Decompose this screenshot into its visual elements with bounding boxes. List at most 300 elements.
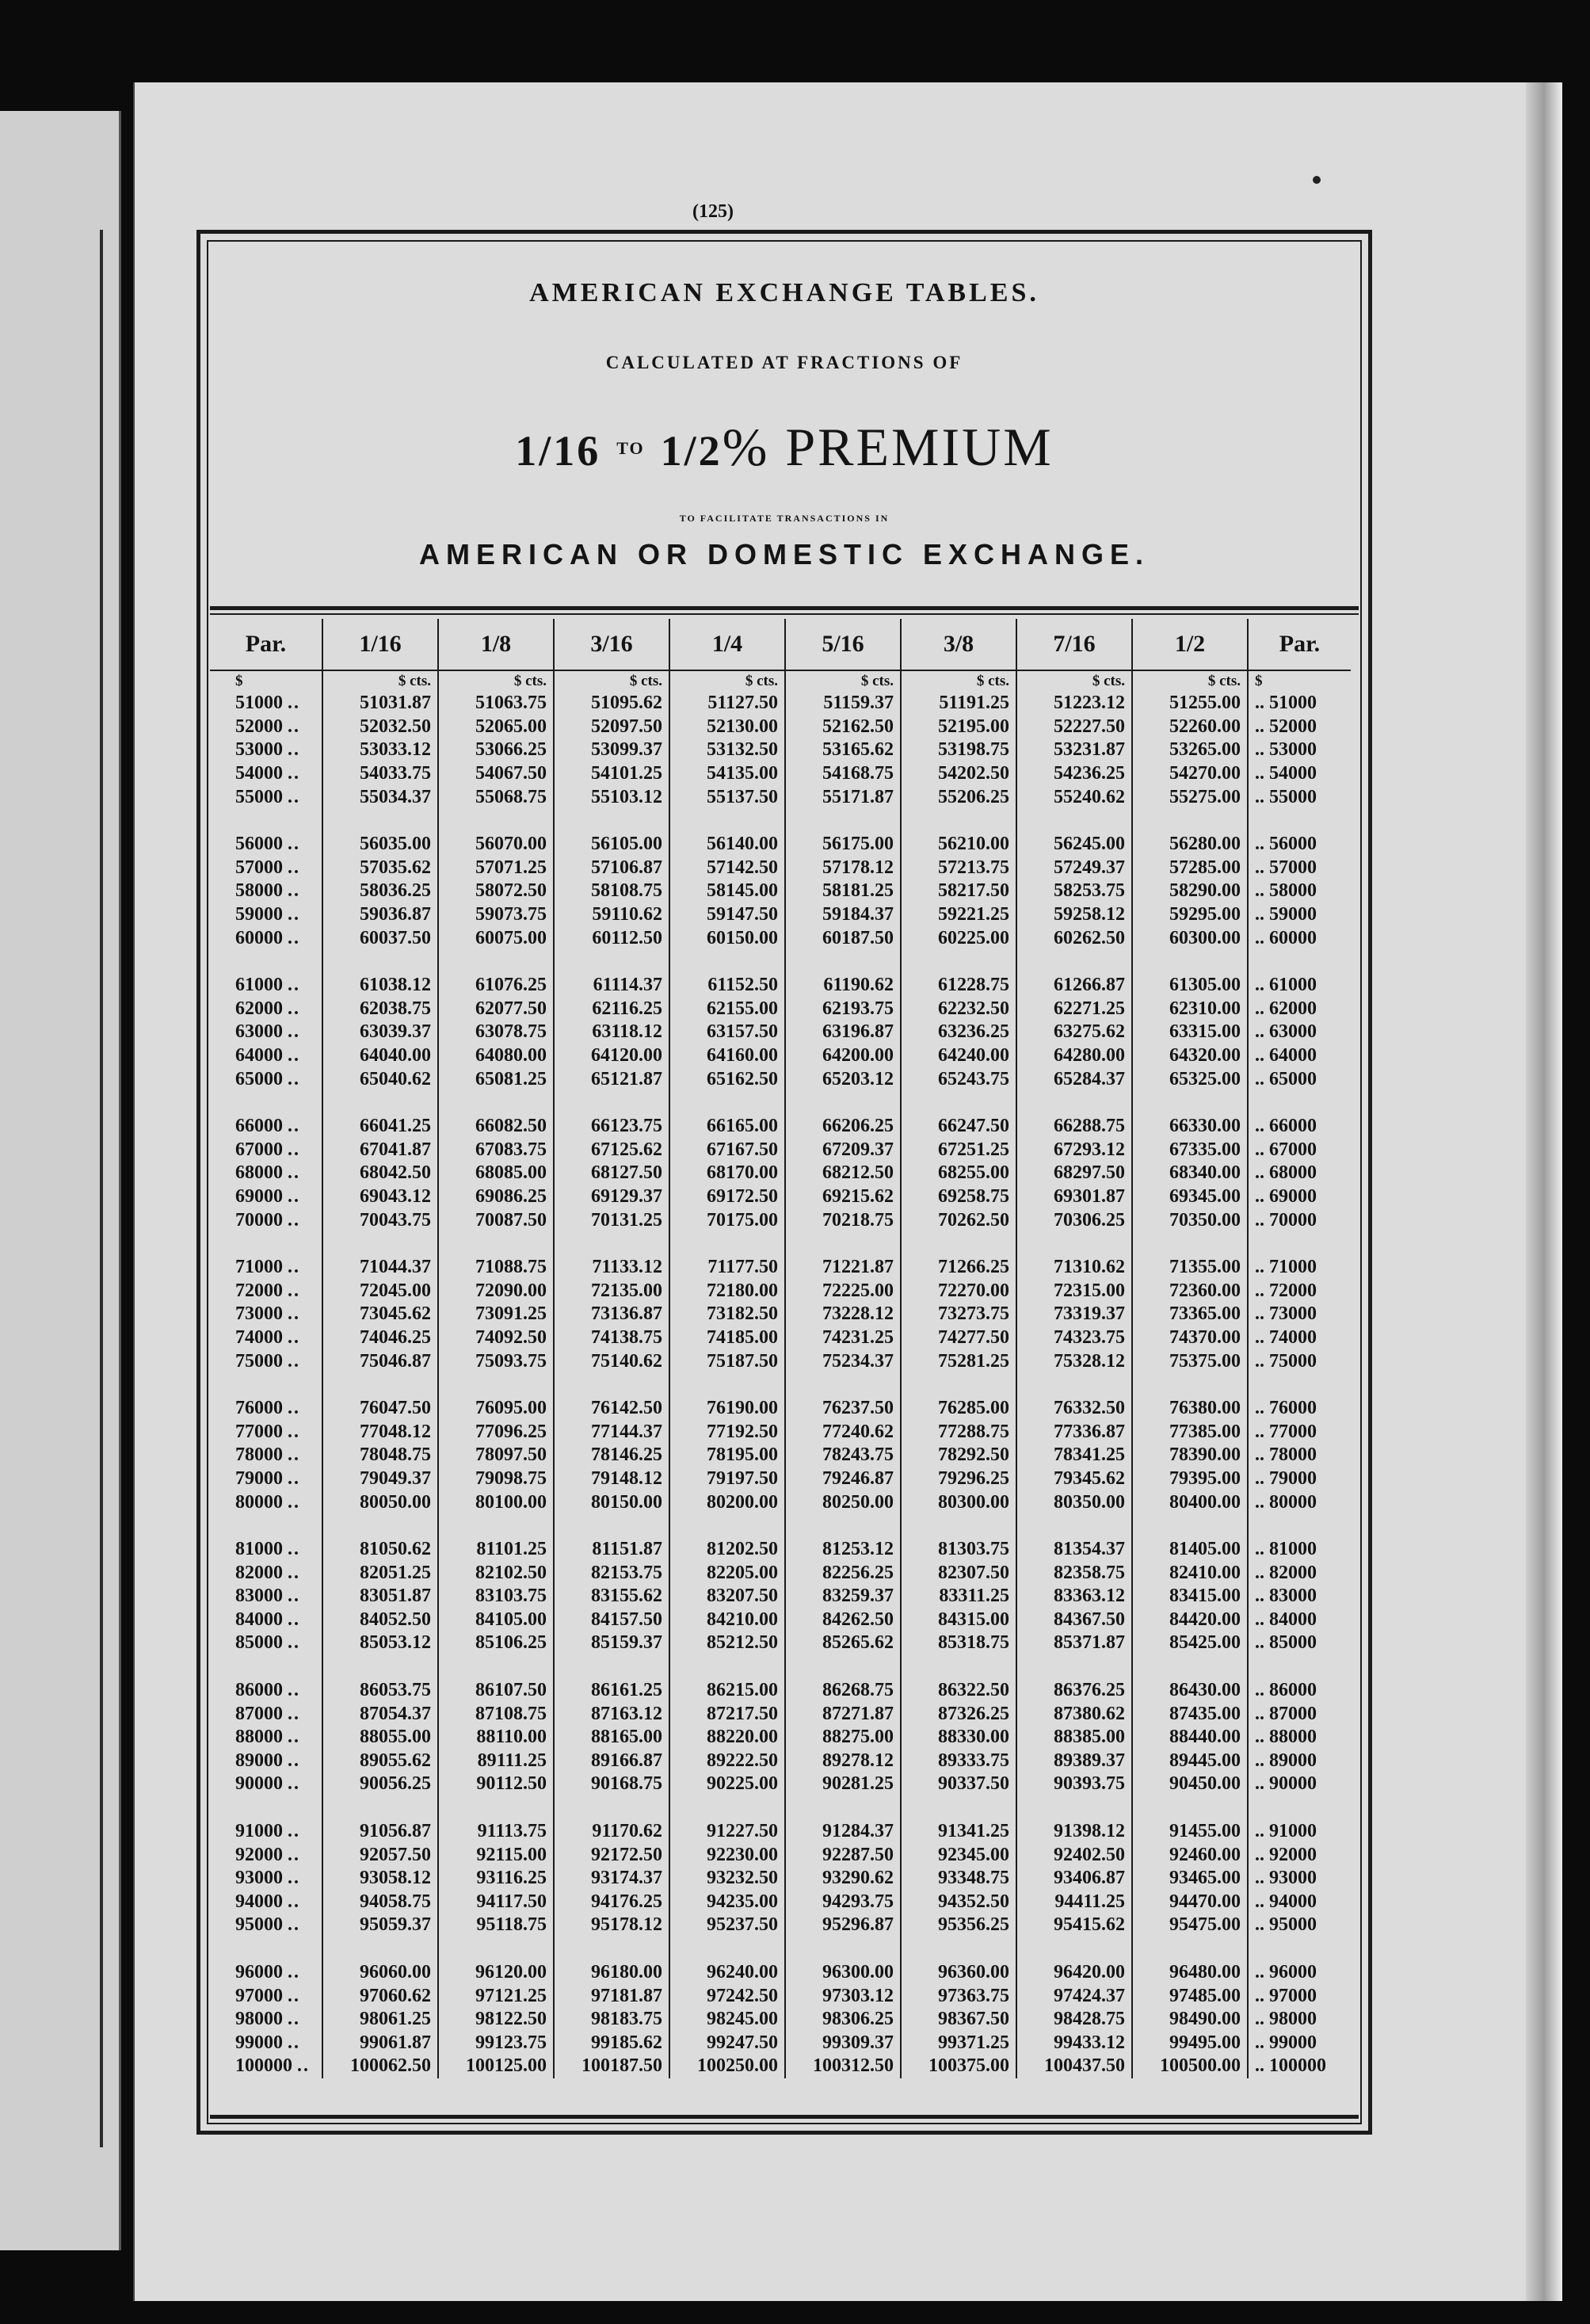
unit-cell: $ cts. — [669, 670, 785, 692]
amount-cell: 93406.87 — [1016, 1867, 1132, 1891]
amount-cell: 73091.25 — [438, 1303, 554, 1326]
group-spacer — [210, 1796, 1351, 1820]
amount-cell: 75093.75 — [438, 1349, 554, 1373]
amount-cell: 78341.25 — [1016, 1444, 1132, 1467]
column-header: 1/4 — [669, 619, 785, 670]
table-row — [210, 1891, 1351, 1914]
leader-dots: .. — [1255, 763, 1264, 784]
table-row — [210, 1162, 1351, 1185]
spacer-cell — [1132, 1937, 1248, 1961]
amount-cell: 76190.00 — [669, 1397, 785, 1421]
amount-cell: 96480.00 — [1132, 1961, 1248, 1985]
amount-cell: 95178.12 — [554, 1914, 669, 1937]
amount-cell: 91284.37 — [785, 1820, 901, 1844]
amount-cell: 56105.00 — [554, 833, 669, 857]
leader-dots: .. — [288, 857, 300, 878]
column-header: 1/8 — [438, 619, 554, 670]
amount-cell: 92460.00 — [1132, 1843, 1248, 1867]
leader-dots: .. — [1255, 2009, 1264, 2030]
par-cell — [210, 1139, 322, 1162]
group-spacer — [210, 1655, 1351, 1679]
par-value: 88000 — [235, 1727, 283, 1748]
par-value: 85000 — [235, 1632, 283, 1654]
amount-cell: 72315.00 — [1016, 1279, 1132, 1303]
unit-cell: $ cts. — [1132, 670, 1248, 692]
amount-cell: 99433.12 — [1016, 2032, 1132, 2055]
amount-cell: 63196.87 — [785, 1021, 901, 1044]
amount-cell: 92172.50 — [554, 1843, 669, 1867]
amount-cell: 95475.00 — [1132, 1914, 1248, 1937]
amount-cell: 88055.00 — [322, 1726, 438, 1750]
par-cell — [210, 1467, 322, 1491]
premium-text: % PREMIUM — [722, 417, 1054, 477]
amount-cell: 86053.75 — [322, 1679, 438, 1703]
par-cell — [1248, 1397, 1351, 1421]
amount-cell: 81101.25 — [438, 1538, 554, 1562]
amount-cell: 83311.25 — [901, 1585, 1016, 1608]
amount-cell: 97060.62 — [322, 1984, 438, 2008]
spacer-cell — [438, 1796, 554, 1820]
amount-cell: 100375.00 — [901, 2055, 1016, 2078]
amount-cell: 98183.75 — [554, 2008, 669, 2032]
amount-cell: 79246.87 — [785, 1467, 901, 1491]
par-value: 70000 — [1269, 1209, 1317, 1231]
amount-cell: 74185.00 — [669, 1326, 785, 1350]
par-cell — [1248, 785, 1351, 809]
amount-cell: 84157.50 — [554, 1608, 669, 1632]
spacer-cell — [785, 1373, 901, 1397]
amount-cell: 75140.62 — [554, 1349, 669, 1373]
amount-cell: 73273.75 — [901, 1303, 1016, 1326]
amount-cell: 61152.50 — [669, 974, 785, 998]
par-cell — [210, 974, 322, 998]
book-page — [133, 82, 1562, 2301]
par-value: 63000 — [1269, 1021, 1317, 1043]
amount-cell: 92057.50 — [322, 1843, 438, 1867]
amount-cell: 84420.00 — [1132, 1608, 1248, 1632]
par-value: 51000 — [1269, 693, 1317, 714]
leader-dots: .. — [1255, 1891, 1264, 1912]
spacer-cell — [1248, 1937, 1351, 1961]
amount-cell: 100500.00 — [1132, 2055, 1248, 2078]
par-cell — [210, 1115, 322, 1139]
amount-cell: 82205.00 — [669, 1561, 785, 1585]
par-cell — [210, 1326, 322, 1350]
par-value: 71000 — [235, 1257, 283, 1278]
amount-cell: 93058.12 — [322, 1867, 438, 1891]
amount-cell: 77240.62 — [785, 1420, 901, 1444]
amount-cell: 66082.50 — [438, 1115, 554, 1139]
leader-dots: .. — [1255, 1162, 1264, 1184]
amount-cell: 64240.00 — [901, 1044, 1016, 1068]
amount-cell: 59110.62 — [554, 903, 669, 927]
spacer-cell — [1248, 950, 1351, 974]
par-cell — [1248, 1326, 1351, 1350]
par-cell — [1248, 1679, 1351, 1703]
amount-cell: 81354.37 — [1016, 1538, 1132, 1562]
par-cell — [1248, 1420, 1351, 1444]
amount-cell: 85318.75 — [901, 1631, 1016, 1655]
par-value: 57000 — [1269, 857, 1317, 878]
amount-cell: 86161.25 — [554, 1679, 669, 1703]
amount-cell: 65325.00 — [1132, 1067, 1248, 1091]
par-value: 84000 — [1269, 1608, 1317, 1630]
par-value: 72000 — [1269, 1280, 1317, 1301]
amount-cell: 90168.75 — [554, 1773, 669, 1796]
ink-speck — [1313, 176, 1321, 184]
amount-cell: 63157.50 — [669, 1021, 785, 1044]
amount-cell: 83207.50 — [669, 1585, 785, 1608]
table-row — [210, 2008, 1351, 2032]
par-value: 98000 — [235, 2009, 283, 2030]
table-frame — [196, 230, 1372, 2135]
spacer-cell — [669, 1091, 785, 1115]
amount-cell: 99495.00 — [1132, 2032, 1248, 2055]
amount-cell: 96120.00 — [438, 1961, 554, 1985]
amount-cell: 87271.87 — [785, 1702, 901, 1726]
amount-cell: 77288.75 — [901, 1420, 1016, 1444]
amount-cell: 70262.50 — [901, 1208, 1016, 1232]
par-cell — [1248, 716, 1351, 739]
amount-cell: 93232.50 — [669, 1867, 785, 1891]
amount-cell: 67251.25 — [901, 1139, 1016, 1162]
par-cell — [1248, 1349, 1351, 1373]
amount-cell: 88275.00 — [785, 1726, 901, 1750]
par-value: 92000 — [235, 1844, 283, 1865]
leader-dots: .. — [288, 998, 300, 1019]
par-value: 56000 — [1269, 834, 1317, 855]
amount-cell: 78243.75 — [785, 1444, 901, 1467]
group-spacer — [210, 1232, 1351, 1256]
amount-cell: 76285.00 — [901, 1397, 1016, 1421]
amount-cell: 54101.25 — [554, 762, 669, 786]
amount-cell: 72360.00 — [1132, 1279, 1248, 1303]
leader-dots: .. — [288, 1821, 300, 1842]
amount-cell: 66165.00 — [669, 1115, 785, 1139]
amount-cell: 96060.00 — [322, 1961, 438, 1985]
spacer-cell — [669, 1655, 785, 1679]
leader-dots: .. — [288, 1350, 300, 1372]
amount-cell: 65284.37 — [1016, 1067, 1132, 1091]
amount-cell: 68170.00 — [669, 1162, 785, 1185]
par-value: 88000 — [1269, 1727, 1317, 1748]
spacer-cell — [1132, 1655, 1248, 1679]
spacer-cell — [554, 1091, 669, 1115]
amount-cell: 67293.12 — [1016, 1139, 1132, 1162]
amount-cell: 94293.75 — [785, 1891, 901, 1914]
par-cell — [210, 762, 322, 786]
spacer-cell — [1016, 1937, 1132, 1961]
amount-cell: 88110.00 — [438, 1726, 554, 1750]
page-title: AMERICAN EXCHANGE TABLES. — [529, 278, 1039, 307]
column-header: 3/8 — [901, 619, 1016, 670]
par-value: 61000 — [1269, 975, 1317, 996]
par-value: 94000 — [235, 1891, 283, 1912]
par-value: 93000 — [1269, 1868, 1317, 1889]
spacer-cell — [785, 1655, 901, 1679]
spacer-cell — [785, 1937, 901, 1961]
amount-cell: 62271.25 — [1016, 998, 1132, 1021]
par-cell — [210, 1750, 322, 1773]
par-value: 93000 — [235, 1868, 283, 1889]
spacer-cell — [554, 1373, 669, 1397]
amount-cell: 54067.50 — [438, 762, 554, 786]
amount-cell: 88330.00 — [901, 1726, 1016, 1750]
leader-dots: .. — [1255, 1539, 1264, 1560]
spacer-cell — [1248, 1373, 1351, 1397]
amount-cell: 98122.50 — [438, 2008, 554, 2032]
par-cell — [1248, 1585, 1351, 1608]
par-cell — [210, 785, 322, 809]
leader-dots: .. — [1255, 1491, 1264, 1513]
spacer-cell — [1132, 1232, 1248, 1256]
amount-cell: 54033.75 — [322, 762, 438, 786]
par-value: 84000 — [235, 1608, 283, 1630]
par-value: 89000 — [235, 1750, 283, 1771]
domestic-exchange-heading: AMERICAN OR DOMESTIC EXCHANGE. — [418, 538, 1150, 571]
to-fraction: 1/2 — [660, 427, 723, 475]
spacer-cell — [669, 809, 785, 833]
amount-cell: 81151.87 — [554, 1538, 669, 1562]
amount-cell: 85212.50 — [669, 1631, 785, 1655]
spacer-cell — [785, 1514, 901, 1538]
par-value: 79000 — [235, 1467, 283, 1489]
amount-cell: 73228.12 — [785, 1303, 901, 1326]
amount-cell: 87326.25 — [901, 1702, 1016, 1726]
amount-cell: 63236.25 — [901, 1021, 1016, 1044]
amount-cell: 58253.75 — [1016, 880, 1132, 903]
leader-dots: .. — [1255, 1350, 1264, 1372]
amount-cell: 94235.00 — [669, 1891, 785, 1914]
amount-cell: 91170.62 — [554, 1820, 669, 1844]
leader-dots: .. — [1255, 1773, 1264, 1795]
amount-cell: 72090.00 — [438, 1279, 554, 1303]
par-cell — [1248, 1984, 1351, 2008]
amount-cell: 100437.50 — [1016, 2055, 1132, 2078]
par-cell — [210, 1585, 322, 1608]
amount-cell: 83415.00 — [1132, 1585, 1248, 1608]
amount-cell: 52097.50 — [554, 716, 669, 739]
amount-cell: 97121.25 — [438, 1984, 554, 2008]
par-value: 81000 — [235, 1539, 283, 1560]
spacer-cell — [210, 1514, 322, 1538]
spacer-cell — [1016, 1091, 1132, 1115]
page-number: (125) — [692, 201, 734, 222]
amount-cell: 100312.50 — [785, 2055, 901, 2078]
par-value: 91000 — [1269, 1821, 1317, 1842]
amount-cell: 86268.75 — [785, 1679, 901, 1703]
par-value: 97000 — [1269, 1985, 1317, 2006]
unit-cell: $ — [235, 673, 243, 689]
par-cell — [210, 738, 322, 762]
par-value: 59000 — [235, 904, 283, 925]
par-cell — [1248, 2008, 1351, 2032]
leader-dots: .. — [1255, 975, 1264, 996]
amount-cell: 76142.50 — [554, 1397, 669, 1421]
amount-cell: 68297.50 — [1016, 1162, 1132, 1185]
amount-cell: 51127.50 — [669, 692, 785, 716]
par-value: 72000 — [235, 1280, 283, 1301]
amount-cell: 56175.00 — [785, 833, 901, 857]
amount-cell: 79049.37 — [322, 1467, 438, 1491]
par-value: 96000 — [1269, 1962, 1317, 1983]
table-row — [210, 926, 1351, 950]
table-row — [210, 1185, 1351, 1209]
amount-cell: 72135.00 — [554, 1279, 669, 1303]
par-cell — [210, 1021, 322, 1044]
amount-cell: 67167.50 — [669, 1139, 785, 1162]
leader-dots: .. — [288, 1868, 300, 1889]
leader-dots: .. — [288, 1162, 300, 1184]
column-header: Par. — [210, 619, 322, 670]
par-value: 99000 — [1269, 2032, 1317, 2053]
spacer-cell — [438, 1232, 554, 1256]
amount-cell: 99247.50 — [669, 2032, 785, 2055]
amount-cell: 63118.12 — [554, 1021, 669, 1044]
amount-cell: 93348.75 — [901, 1867, 1016, 1891]
amount-cell: 96420.00 — [1016, 1961, 1132, 1985]
table-row — [210, 1420, 1351, 1444]
table-row — [210, 1326, 1351, 1350]
table-row — [210, 1773, 1351, 1796]
spacer-cell — [210, 1091, 322, 1115]
par-cell — [210, 926, 322, 950]
amount-cell: 64320.00 — [1132, 1044, 1248, 1068]
spacer-cell — [322, 1937, 438, 1961]
par-value: 85000 — [1269, 1632, 1317, 1654]
table-row — [210, 762, 1351, 786]
par-cell — [1248, 1750, 1351, 1773]
par-value: 77000 — [1269, 1421, 1317, 1442]
leader-dots: .. — [1255, 786, 1264, 807]
from-fraction: 1/16 — [515, 427, 601, 475]
leader-dots: .. — [1255, 998, 1264, 1019]
amount-cell: 91227.50 — [669, 1820, 785, 1844]
amount-cell: 94176.25 — [554, 1891, 669, 1914]
amount-cell: 73365.00 — [1132, 1303, 1248, 1326]
spacer-cell — [785, 1091, 901, 1115]
par-value: 54000 — [1269, 763, 1317, 784]
amount-cell: 58145.00 — [669, 880, 785, 903]
amount-cell: 83259.37 — [785, 1585, 901, 1608]
amount-cell: 100250.00 — [669, 2055, 785, 2078]
par-cell — [210, 1561, 322, 1585]
amount-cell: 90056.25 — [322, 1773, 438, 1796]
spacer-cell — [554, 1514, 669, 1538]
amount-cell: 77096.25 — [438, 1420, 554, 1444]
par-cell — [210, 1208, 322, 1232]
table-row — [210, 1490, 1351, 1514]
amount-cell: 82307.50 — [901, 1561, 1016, 1585]
exchange-table — [210, 619, 1351, 2078]
par-value: 62000 — [1269, 998, 1317, 1019]
leader-dots: .. — [288, 1139, 300, 1160]
table-row — [210, 1256, 1351, 1280]
par-cell — [1248, 1914, 1351, 1937]
par-value: 66000 — [1269, 1116, 1317, 1137]
leader-dots: .. — [288, 1632, 300, 1654]
amount-cell: 71310.62 — [1016, 1256, 1132, 1280]
amount-cell: 82410.00 — [1132, 1561, 1248, 1585]
spacer-cell — [1132, 1514, 1248, 1538]
spacer-cell — [210, 950, 322, 974]
leader-dots: .. — [1255, 1632, 1264, 1654]
spacer-cell — [1132, 950, 1248, 974]
amount-cell: 53033.12 — [322, 738, 438, 762]
amount-cell: 67125.62 — [554, 1139, 669, 1162]
column-header: 1/2 — [1132, 619, 1248, 670]
column-header: 1/16 — [322, 619, 438, 670]
amount-cell: 67041.87 — [322, 1139, 438, 1162]
amount-cell: 52195.00 — [901, 716, 1016, 739]
amount-cell: 53198.75 — [901, 738, 1016, 762]
par-value: 71000 — [1269, 1257, 1317, 1278]
amount-cell: 84052.50 — [322, 1608, 438, 1632]
amount-cell: 81405.00 — [1132, 1538, 1248, 1562]
par-value: 77000 — [235, 1421, 283, 1442]
amount-cell: 98367.50 — [901, 2008, 1016, 2032]
amount-cell: 71177.50 — [669, 1256, 785, 1280]
par-value: 76000 — [235, 1398, 283, 1419]
amount-cell: 62193.75 — [785, 998, 901, 1021]
amount-cell: 68127.50 — [554, 1162, 669, 1185]
amount-cell: 79296.25 — [901, 1467, 1016, 1491]
par-cell — [210, 857, 322, 880]
amount-cell: 69215.62 — [785, 1185, 901, 1209]
par-cell — [1248, 1773, 1351, 1796]
par-value: 76000 — [1269, 1398, 1317, 1419]
par-value: 51000 — [235, 693, 283, 714]
amount-cell: 87163.12 — [554, 1702, 669, 1726]
unit-cell: $ — [1248, 670, 1351, 692]
amount-cell: 69345.00 — [1132, 1185, 1248, 1209]
amount-cell: 75234.37 — [785, 1349, 901, 1373]
spacer-cell — [438, 1373, 554, 1397]
par-cell — [210, 1349, 322, 1373]
amount-cell: 91113.75 — [438, 1820, 554, 1844]
spacer-cell — [1248, 1514, 1351, 1538]
amount-cell: 53132.50 — [669, 738, 785, 762]
spacer-cell — [210, 1937, 322, 1961]
par-cell — [1248, 1162, 1351, 1185]
amount-cell: 65121.87 — [554, 1067, 669, 1091]
amount-cell: 91398.12 — [1016, 1820, 1132, 1844]
amount-cell: 100187.50 — [554, 2055, 669, 2078]
table-row — [210, 1608, 1351, 1632]
amount-cell: 88440.00 — [1132, 1726, 1248, 1750]
spacer-cell — [322, 1232, 438, 1256]
par-cell — [210, 1679, 322, 1703]
amount-cell: 58217.50 — [901, 880, 1016, 903]
table-row — [210, 1585, 1351, 1608]
par-value: 98000 — [1269, 2009, 1317, 2030]
par-value: 67000 — [1269, 1139, 1317, 1160]
par-cell — [210, 1490, 322, 1514]
amount-cell: 86215.00 — [669, 1679, 785, 1703]
spacer-cell — [554, 1655, 669, 1679]
leader-dots: .. — [288, 1844, 300, 1865]
amount-cell: 55240.62 — [1016, 785, 1132, 809]
amount-cell: 63315.00 — [1132, 1021, 1248, 1044]
leader-dots: .. — [288, 2032, 300, 2053]
amount-cell: 64040.00 — [322, 1044, 438, 1068]
amount-cell: 52260.00 — [1132, 716, 1248, 739]
par-cell — [210, 903, 322, 927]
par-value: 74000 — [1269, 1326, 1317, 1348]
amount-cell: 53265.00 — [1132, 738, 1248, 762]
amount-cell: 57035.62 — [322, 857, 438, 880]
par-value: 68000 — [1269, 1162, 1317, 1184]
